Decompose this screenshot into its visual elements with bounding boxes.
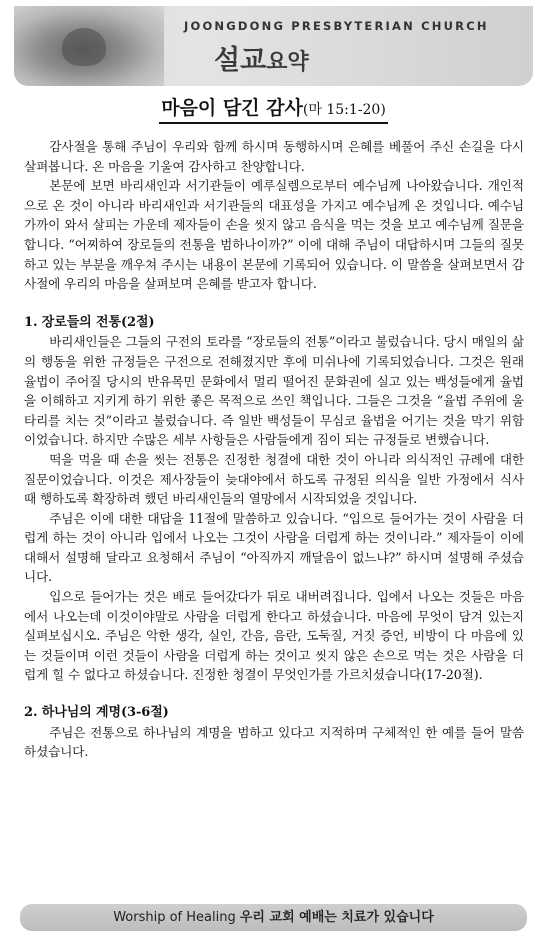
series-title-big: 설교	[214, 45, 267, 76]
section-2-heading: 2. 하나님의 계명(3-6절)	[24, 705, 169, 721]
series-title-small: 요약	[266, 50, 309, 75]
footer-english: Worship of Healing	[113, 910, 236, 925]
sermon-title-block	[0, 97, 547, 124]
section-1-paragraph-2: 떡을 먹을 때 손을 씻는 전통은 진정한 청결에 대한 것이 아니라 의식적인 규례에 대한 질문이었습니다. 이것은 제사장들이 늦대야에서 하도록 규정된 의식을 일반 가정에서 식사 때 행하도록 확장하려 했던 바리새인들의 열망에서 시작되었을 것입니다.	[24, 451, 524, 507]
scripture-reference: (마 15:1-20)	[302, 102, 386, 118]
spacer	[24, 685, 524, 703]
church-name: JOONGDONG PRESBYTERIAN CHURCH	[184, 19, 489, 33]
footer-banner	[20, 904, 527, 931]
praying-hands-icon	[62, 28, 106, 66]
section-1-paragraph-4: 입으로 들어가는 것은 배로 들어갔다가 뒤로 내버려집니다. 입에서 나오는 것들은 마음에서 나오는데 이것이야말로 사람을 더럽게 한다고 하셨습니다. 마음에 무엇이 담겨 있는지 실펴보십시오. 주님은 악한 생각, 실인, 간음, 음란, 도둑질, 거짓 증언, 비방이 다 마음에 있는 것들이며 이런 것들이 사람을 더럽게 하는 것이고 씻지 않은 손으로 먹는 것은 사람을 더럽게 힐 수 없다고 하셨습니다. 진정한 청결이 무엇인가를 가르치셨습니다(17-20절).	[24, 589, 524, 683]
intro-paragraph-2: 본문에 보면 바리새인과 서기관들이 예루실렘으로부터 예수님께 나아왔습니다. 개인적으로 온 것이 아니라 바리새인과 서기관들의 대표성을 가지고 예수님께 온 것입니다. 예수님 가까이 와서 살피는 가운데 제자들이 손을 씻지 않고 음식을 먹는 것을 보고 예수님께 질문을 합니다. “어찌하여 장로들의 전통을 범하나이까?” 이에 대해 주님이 대답하시며 그들의 질못하고 있는 부분을 깨우쳐 주시는 내용이 본문에 기록되어 있습니다. 이 말씀을 살펴보면서 감사절에 우리의 마음을 살펴보며 은혜를 받고자 합니다.	[24, 178, 524, 292]
section-1-heading: 1. 장로들의 전통(2절)	[24, 314, 155, 330]
footer-text	[20, 904, 527, 931]
sermon-body	[24, 137, 524, 762]
footer-korean: 우리 교회 예배는 치료가 있습니다	[239, 910, 434, 925]
section-2-paragraph-1: 주님은 전통으로 하나님의 계명을 범하고 있다고 지적하며 구체적인 한 예를 들어 말씀하셨습니다.	[24, 724, 524, 760]
praying-person-photo	[14, 6, 164, 86]
intro-paragraph-1: 감사절을 통해 주님이 우리와 함께 하시며 동행하시며 은혜를 베풀어 주신 손길을 다시 살펴봅니다. 온 마음을 기울여 감사하고 찬양합니다.	[24, 139, 524, 174]
section-1-paragraph-1: 바리새인들은 그들의 구전의 토라를 “장로들의 전통”이라고 불렀습니다. 당시 매일의 삶의 행동을 위한 규정들은 구전으로 전해졌지만 후에 미쉬나에 기록되었습니다. 그것은 원래 율법이 주어질 당시의 반유목민 문화에서 멀리 떨어진 문화권에 실고 있는 백성들에게 율법을 이해하고 지키게 하기 위한 좋은 목적으로 쓰인 책입니다. 그들은 그것을 “율법 주위에 울타리를 치는 것”이라고 불렀습니다. 즉 일반 백성들이 무심코 율법을 어기는 것을 막기 위함이었습니다. 하지만 수많은 세부 사항들은 사람들에게 짐이 되는 규정들로 변했습니다.	[24, 334, 524, 448]
sermon-title-text: 마음이 담긴 감사	[161, 97, 303, 119]
section-1-paragraph-3: 주님은 이에 대한 대답을 11절에 말씀하고 있습니다. “입으로 들어가는 것이 사람을 더럽게 하는 것이 아니라 입에서 나오는 그것이 사람을 더럽게 하는 것이니라.” 제자들이 이에 대해서 설명해 달라고 요청해서 주님이 “아직까지 깨달음이 없느냐?” 하시며 설명해 주셨습니다.	[24, 510, 524, 585]
sermon-title	[159, 97, 388, 124]
header-banner	[14, 6, 533, 86]
spacer	[24, 294, 524, 313]
series-title	[214, 38, 309, 77]
